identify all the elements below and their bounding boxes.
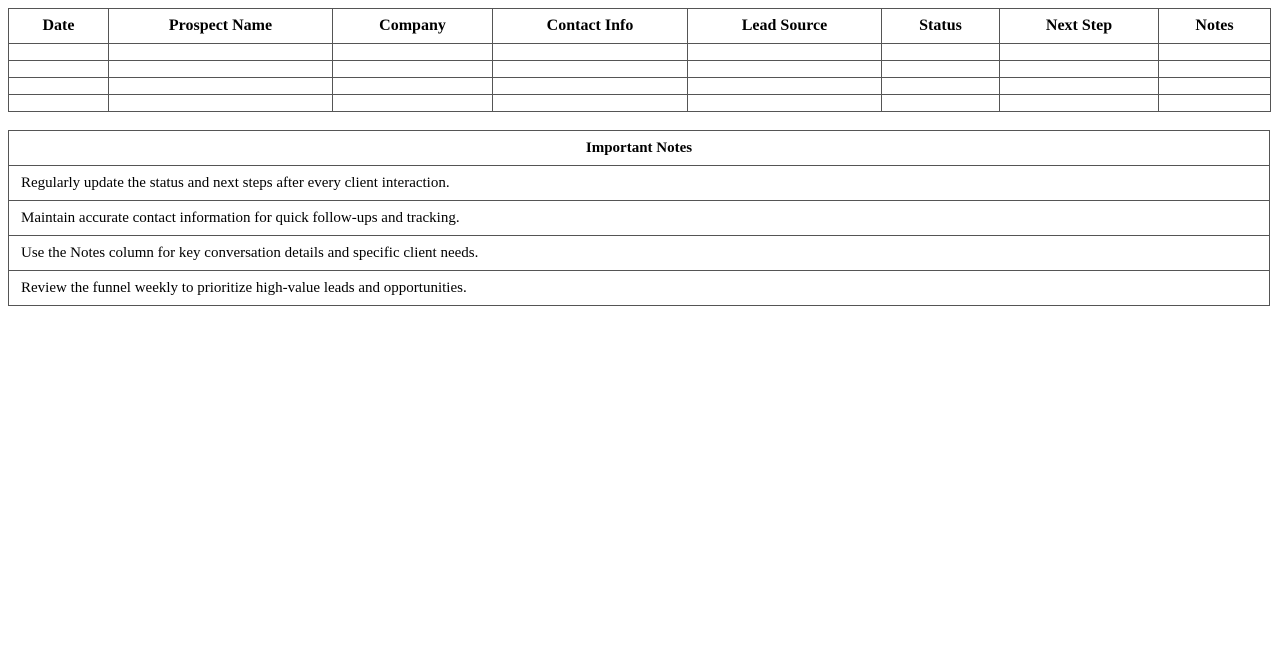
table-cell[interactable] (333, 44, 493, 61)
table-row (9, 78, 1271, 95)
table-cell[interactable] (1159, 44, 1271, 61)
table-cell[interactable] (1000, 95, 1159, 112)
table-cell[interactable] (9, 44, 109, 61)
important-notes-table (8, 130, 1270, 306)
column-header-notes: Notes (1159, 9, 1271, 44)
table-cell[interactable] (688, 78, 882, 95)
table-cell[interactable] (493, 61, 688, 78)
list-item (9, 166, 1270, 201)
table-cell[interactable] (9, 78, 109, 95)
table-cell[interactable] (1159, 95, 1271, 112)
note-text: Use the Notes column for key conversation details and specific client needs. (9, 236, 1270, 271)
note-text: Regularly update the status and next steps after every client interaction. (9, 166, 1270, 201)
table-cell[interactable] (882, 61, 1000, 78)
table-cell[interactable] (882, 78, 1000, 95)
table-cell[interactable] (882, 44, 1000, 61)
sales-tracker-table (8, 8, 1271, 112)
table-cell[interactable] (9, 61, 109, 78)
table-cell[interactable] (109, 78, 333, 95)
table-cell[interactable] (109, 95, 333, 112)
table-cell[interactable] (333, 61, 493, 78)
table-cell[interactable] (688, 61, 882, 78)
note-text: Maintain accurate contact information for quick follow-ups and tracking. (9, 201, 1270, 236)
table-cell[interactable] (1000, 78, 1159, 95)
table-cell[interactable] (493, 78, 688, 95)
table-cell[interactable] (333, 78, 493, 95)
column-header-next-step: Next Step (1000, 9, 1159, 44)
column-header-lead-source: Lead Source (688, 9, 882, 44)
table-cell[interactable] (109, 44, 333, 61)
notes-header-row (9, 131, 1270, 166)
table-cell[interactable] (333, 95, 493, 112)
list-item (9, 271, 1270, 306)
column-header-prospect-name: Prospect Name (109, 9, 333, 44)
column-header-contact-info: Contact Info (493, 9, 688, 44)
table-row (9, 61, 1271, 78)
table-cell[interactable] (1159, 78, 1271, 95)
table-header-row (9, 9, 1271, 44)
note-text: Review the funnel weekly to prioritize high-value leads and opportunities. (9, 271, 1270, 306)
table-cell[interactable] (882, 95, 1000, 112)
table-cell[interactable] (493, 95, 688, 112)
table-cell[interactable] (493, 44, 688, 61)
list-item (9, 236, 1270, 271)
column-header-date: Date (9, 9, 109, 44)
column-header-status: Status (882, 9, 1000, 44)
table-row (9, 44, 1271, 61)
table-cell[interactable] (1159, 61, 1271, 78)
table-cell[interactable] (688, 95, 882, 112)
table-cell[interactable] (1000, 44, 1159, 61)
table-cell[interactable] (688, 44, 882, 61)
table-row (9, 95, 1271, 112)
notes-title: Important Notes (9, 131, 1270, 166)
table-cell[interactable] (9, 95, 109, 112)
list-item (9, 201, 1270, 236)
column-header-company: Company (333, 9, 493, 44)
table-cell[interactable] (1000, 61, 1159, 78)
table-cell[interactable] (109, 61, 333, 78)
